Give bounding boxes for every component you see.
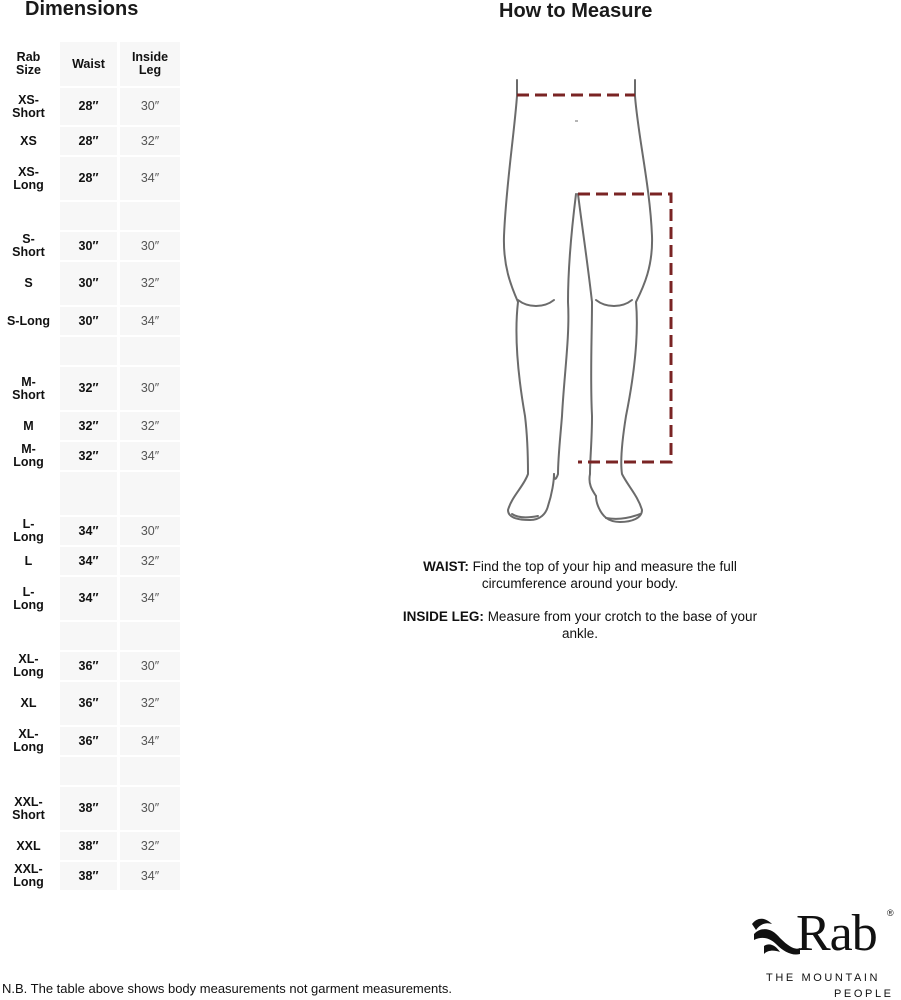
inside-leg-instruction-text: Measure from your crotch to the base of your ankle.	[483, 609, 758, 641]
waist-instruction	[390, 558, 770, 592]
inside-leg-cell: 32″	[120, 412, 180, 440]
table-row	[0, 307, 180, 337]
left-toes	[512, 514, 538, 517]
footnote: N.B. The table above shows body measurements not garment measurements.	[2, 981, 452, 996]
size-cell: XXL- Long	[0, 862, 57, 890]
size-cell: L- Long	[0, 577, 57, 620]
size-cell: M- Short	[0, 367, 57, 410]
table-row	[0, 367, 180, 412]
size-cell: XXL	[0, 832, 57, 860]
inside-leg-instruction-label: INSIDE LEG:	[402, 609, 484, 624]
waist-instruction-text: Find the top of your hip and measure the full circumference around your body.	[468, 559, 737, 591]
inside-leg-cell	[120, 472, 180, 515]
right-leg-inner	[578, 194, 596, 496]
left-knee-crease	[518, 300, 554, 306]
size-cell	[0, 622, 57, 650]
table-row	[0, 547, 180, 577]
waist-cell: 30″	[60, 232, 117, 260]
waist-cell: 30″	[60, 307, 117, 335]
size-cell	[0, 757, 57, 785]
size-cell	[0, 202, 57, 230]
legs-outline	[504, 80, 652, 522]
size-cell: XL	[0, 682, 57, 725]
table-row	[0, 727, 180, 757]
waist-cell: 34″	[60, 577, 117, 620]
waist-header: Waist	[60, 42, 117, 86]
right-toes	[606, 514, 640, 519]
size-cell: XS	[0, 127, 57, 155]
waist-cell: 36″	[60, 727, 117, 755]
inside-leg-cell	[120, 202, 180, 230]
inside-leg-cell: 32″	[120, 547, 180, 575]
waist-cell: 30″	[60, 262, 117, 305]
waist-cell	[60, 622, 117, 650]
waist-cell: 38″	[60, 787, 117, 830]
size-cell: XS- Long	[0, 157, 57, 200]
inside-leg-cell	[120, 622, 180, 650]
size-cell: L- Long	[0, 517, 57, 545]
table-row	[0, 757, 180, 787]
rab-logo	[750, 906, 896, 1000]
waist-cell: 38″	[60, 862, 117, 890]
dimensions-heading: Dimensions	[25, 0, 139, 20]
waist-cell	[60, 202, 117, 230]
table-row	[0, 262, 180, 307]
rab-wordmark: Rab	[796, 905, 877, 962]
right-leg-outer	[596, 80, 652, 522]
waist-cell	[60, 472, 117, 515]
inside-leg-cell: 34″	[120, 727, 180, 755]
left-leg-inner	[554, 194, 576, 479]
inside-leg-cell: 30″	[120, 232, 180, 260]
size-cell: S- Short	[0, 232, 57, 260]
registered-mark: ®	[887, 908, 894, 918]
table-row	[0, 337, 180, 367]
size-cell: XL- Long	[0, 727, 57, 755]
measure-lines	[517, 95, 671, 462]
inside-leg-cell	[120, 337, 180, 365]
table-row	[0, 787, 180, 832]
size-cell: S	[0, 262, 57, 305]
table-row	[0, 682, 180, 727]
inside-leg-cell: 32″	[120, 127, 180, 155]
waist-cell: 28″	[60, 127, 117, 155]
waist-cell: 34″	[60, 547, 117, 575]
size-table	[0, 42, 180, 892]
waist-cell: 34″	[60, 517, 117, 545]
table-row	[0, 622, 180, 652]
inside-leg-cell: 30″	[120, 367, 180, 410]
inside-leg-cell: 30″	[120, 652, 180, 680]
inside-leg-cell: 32″	[120, 262, 180, 305]
size-cell: XS- Short	[0, 88, 57, 125]
size-header: Rab Size	[0, 42, 57, 86]
size-cell	[0, 472, 57, 515]
table-row	[0, 127, 180, 157]
waist-cell: 36″	[60, 682, 117, 725]
table-row	[0, 577, 180, 622]
table-row	[0, 442, 180, 472]
waist-cell	[60, 337, 117, 365]
size-cell: XXL- Short	[0, 787, 57, 830]
table-row	[0, 832, 180, 862]
table-row	[0, 157, 180, 202]
waist-cell: 32″	[60, 412, 117, 440]
inside-leg-instruction	[390, 608, 770, 642]
inside-leg-cell: 30″	[120, 517, 180, 545]
left-leg-outer	[504, 80, 554, 520]
waist-cell: 28″	[60, 88, 117, 125]
inside-leg-cell: 34″	[120, 862, 180, 890]
inside-leg-cell: 34″	[120, 307, 180, 335]
inside-leg-cell: 32″	[120, 832, 180, 860]
logo-tagline-line1: THE MOUNTAIN	[766, 972, 881, 984]
waist-cell: 32″	[60, 442, 117, 470]
inside-leg-cell: 30″	[120, 787, 180, 830]
rab-mountain-logo-icon	[750, 910, 800, 960]
waist-cell: 32″	[60, 367, 117, 410]
table-row	[0, 202, 180, 232]
table-row	[0, 412, 180, 442]
table-row	[0, 472, 180, 517]
size-cell: L	[0, 547, 57, 575]
waist-cell	[60, 757, 117, 785]
size-cell: S-Long	[0, 307, 57, 335]
waist-cell: 38″	[60, 832, 117, 860]
waist-cell: 28″	[60, 157, 117, 200]
table-row	[0, 88, 180, 127]
inside-leg-cell: 34″	[120, 442, 180, 470]
right-knee-crease	[596, 300, 632, 306]
size-cell	[0, 337, 57, 365]
how-to-measure-heading: How to Measure	[499, 0, 653, 22]
table-row	[0, 232, 180, 262]
size-cell: M	[0, 412, 57, 440]
table-row	[0, 862, 180, 892]
inside-leg-cell: 34″	[120, 577, 180, 620]
table-row	[0, 652, 180, 682]
size-cell: XL- Long	[0, 652, 57, 680]
legs-measurement-diagram	[498, 76, 678, 528]
size-cell: M- Long	[0, 442, 57, 470]
waist-instruction-label: WAIST:	[423, 559, 469, 574]
inside-leg-header: Inside Leg	[120, 42, 180, 86]
table-header-row	[0, 42, 180, 88]
waist-cell: 36″	[60, 652, 117, 680]
inside-leg-cell: 30″	[120, 88, 180, 125]
inside-leg-cell: 34″	[120, 157, 180, 200]
inside-leg-cell: 32″	[120, 682, 180, 725]
table-row	[0, 517, 180, 547]
inside-leg-cell	[120, 757, 180, 785]
logo-tagline-line2: PEOPLE	[834, 988, 894, 1000]
